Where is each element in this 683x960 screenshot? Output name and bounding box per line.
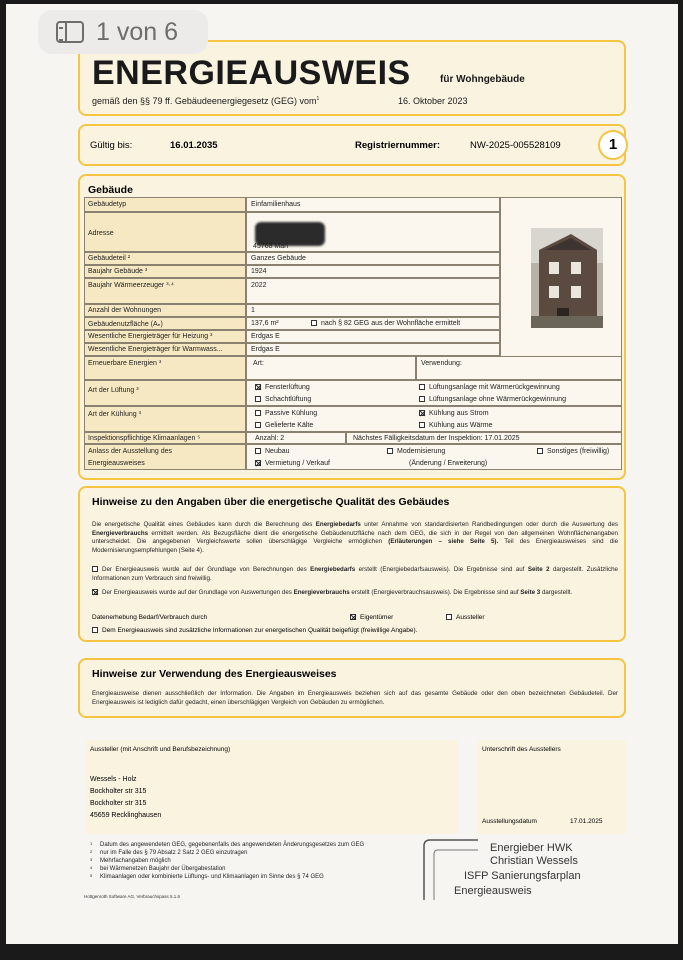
issue-date-value: 17.01.2025 [570,818,603,825]
occasion-vermietung-checkbox[interactable]: Vermietung / Verkauf [255,460,330,467]
valid-until-value: 16.01.2035 [170,140,218,151]
hints-usage-title: Hinweise zur Verwendung des Energieausweises [92,668,337,680]
row-label: Anzahl der Wohnungen [84,304,246,317]
page-indicator[interactable] [38,10,208,54]
cool-strom-checkbox[interactable]: Kühlung aus Strom [419,410,489,417]
building-photo-cell [500,197,622,357]
additional-info-checkbox[interactable]: Dem Energieausweis sind zusätzliche Informationen zur energetischen Qualität beigefügt (freiwillige Angabe). [92,627,417,634]
row-value: 2022 [246,278,500,304]
signature-area [478,740,626,834]
vent-ohne-wrg-checkbox[interactable]: Lüftungsanlage ohne Wärmerückgewinnung [419,396,566,403]
inspection-due: Nächstes Fälligkeitsdatum der Inspektion: 17.01.2025 [346,432,622,444]
law-line: gemäß den §§ 79 ff. Gebäudeenergiegesetz (GEG) vom$^1$ [92,96,320,106]
row-label: Wesentliche Energieträger für Heizung ³ [84,330,246,343]
vent-mit-wrg-checkbox[interactable]: Lüftungsanlage mit Wärmerückgewinnung [419,384,560,391]
row-label: Gebäudenutzfläche (Aₙ) [84,317,246,330]
option-bedarf[interactable]: Der Energieausweis wurde auf der Grundlage von Berechnungen des Energiebedarfs erstellt (Energiebedarfsausweis). Die Ergebnisse sind auf Seite 2 dargestellt. Zusätzliche Informationen zum Verbrauch sind freiwillig. [92,566,618,582]
row-label: Gebäudeteil ² [84,252,246,265]
inspection-label: Inspektionspflichtige Klimaanlagen ⁵ [84,432,246,444]
cool-waerme-checkbox[interactable]: Kühlung aus Wärme [419,422,492,429]
building-photo [531,228,603,328]
stamp-line: ISFP Sanierungsfarplan [464,870,581,882]
occasion-options [246,444,622,470]
signature-label: Unterschrift des Ausstellers [482,746,561,753]
row-value: Ganzes Gebäude [246,252,500,265]
row-label: Baujahr Gebäude ³ [84,265,246,278]
stamp-line: Energieber HWK [490,842,573,854]
inspection-count: Anzahl: 2 [246,432,346,444]
occasion-sonstiges-checkbox[interactable]: Sonstiges (freiwillig) [537,448,609,455]
occasion-label: Anlass der Ausstellung des Energieausweises [84,444,246,470]
document-page [6,4,678,944]
stamp-line: Christian Wessels [490,855,578,867]
cooling-label: Art der Kühlung ³ [84,406,246,432]
page-number-badge: 1 [598,130,628,160]
registration-label: Registriernummer: [355,140,440,151]
vent-schacht-checkbox[interactable]: Schachtlüftung [255,396,311,403]
software-note: Hottgenroth Software AG, Verbrauchspass 5.1.6 [84,894,181,899]
issue-date-label: Ausstellungsdatum [482,818,537,825]
cool-passive-checkbox[interactable]: Passive Kühlung [255,410,317,417]
nach-82-checkbox[interactable]: nach § 82 GEG aus der Wohnfläche ermittelt [311,320,460,327]
document-subtitle: für Wohngebäude [440,74,525,85]
row-value: 45768 Marl [246,212,500,252]
row-value: 137,6 m² nach § 82 GEG aus der Wohnfläche ermittelt [246,317,500,330]
cooling-options [246,406,622,432]
page-thumbnails-icon[interactable] [56,21,84,43]
occasion-modern-sub: (Änderung / Erweiterung) [409,460,488,467]
occasion-modern-checkbox[interactable]: Modernisierung [387,448,445,455]
hints-quality-title: Hinweise zu den Angaben über die energetische Qualität des Gebäudes [92,496,450,508]
row-value: 1924 [246,265,500,278]
issuer-line: Bockholter str 315 [90,800,147,807]
option-verbrauch[interactable]: Der Energieausweis wurde auf der Grundlage von Auswertungen des Energieverbrauchs erstellt (Energieverbrauchsausweis). Die Ergebnisse sind auf Seite 3 dargestellt. [92,589,618,598]
row-label: Baujahr Wärmeerzeuger ³·⁴ [84,278,246,304]
issuer-area [86,740,458,834]
row-value: Erdgas E [246,343,500,356]
footnotes: 1 Datum des angewendeten GEG, gegebenenfalls des angewendeten Änderungsgesetzes zum GEG 2 nur im Falle des § 79 Absatz 2 Satz 2 GEG einzutragen 3 Mehrfachangaben möglich 4 bei Wärmenetzen Baujahr der Übergabestation 5 Klimaanlagen oder kombinierte Lüftungs- und Klimaanlagen im Sinne des § 74 GEG [90,841,365,880]
renewable-art: Art: [246,356,416,380]
aussteller-checkbox[interactable]: Aussteller [446,614,485,621]
row-value: Erdgas E [246,330,500,343]
row-label: Wesentliche Energieträger für Warmwass... [84,343,246,356]
law-date: 16. Oktober 2023 [398,96,468,106]
hints-usage-box [78,658,626,718]
ventilation-label: Art der Lüftung ³ [84,380,246,406]
row-label: Adresse [84,212,246,252]
validity-box [78,124,626,166]
page-indicator-text: 1 von 6 [96,17,179,46]
issuer-label: Aussteller (mit Anschrift und Berufsbezeichnung) [90,746,231,753]
building-section-title: Gebäude [88,184,133,196]
issuer-line: Bockholter str 315 [90,788,147,795]
row-value: 1 [246,304,500,317]
stamp-line: Energieausweis [454,885,532,897]
issuer-line: 45659 Recklinghausen [90,812,162,819]
vent-fenster-checkbox[interactable]: Fensterlüftung [255,384,310,391]
valid-until-label: Gültig bis: [90,140,133,151]
data-collection-label: Datenerhebung Bedarf/Verbrauch durch [92,614,208,621]
row-value: Einfamilienhaus [246,197,500,212]
hints-quality-paragraph: Die energetische Qualität eines Gebäudes kann durch die Berechnung des Energiebedarfs unter Annahme von standardisierten Randbedingungen oder durch die Auswertung des Energieverbrauchs ermittelt werden. Als Bezugsfläche dient die energetische Gebäudenutzfläche nach dem GEG, die sich in der Regel von den allgemeinen Wohnflächenangaben unterscheidet. Die angegebenen Vergleichswerte sollen überschlägige Vergleiche ermöglichen (Erläuterungen – siehe Seite 5). Teil des Energieausweises sind die Modernisierungsempfehlungen (Seite 4). [92,521,619,554]
ventilation-options [246,380,622,406]
renewable-use: Verwendung: [416,356,622,380]
document-title: ENERGIEAUSWEIS [92,54,411,92]
issuer-stamp [420,836,620,904]
renewable-label: Erneuerbare Energien ³ [84,356,246,380]
hints-quality-box [78,486,626,642]
eigentuemer-checkbox[interactable]: Eigentümer [350,614,393,621]
occasion-neubau-checkbox[interactable]: Neubau [255,448,290,455]
registration-value: NW-2025-005528109 [470,140,561,151]
issuer-line: Wessels - Holz [90,776,137,783]
hints-usage-text: Energieausweise dienen ausschließlich der Information. Die Angaben im Energieausweis beziehen sich auf das gesamte Gebäude oder den oben bezeichneten Gebäudeteil. Der Energieausweis ist lediglich dafür gedacht, einen überschlägigen Vergleich von Gebäuden zu ermöglichen. [92,690,618,706]
cool-geliefert-checkbox[interactable]: Gelieferte Kälte [255,422,313,429]
row-label: Gebäudetyp [84,197,246,212]
